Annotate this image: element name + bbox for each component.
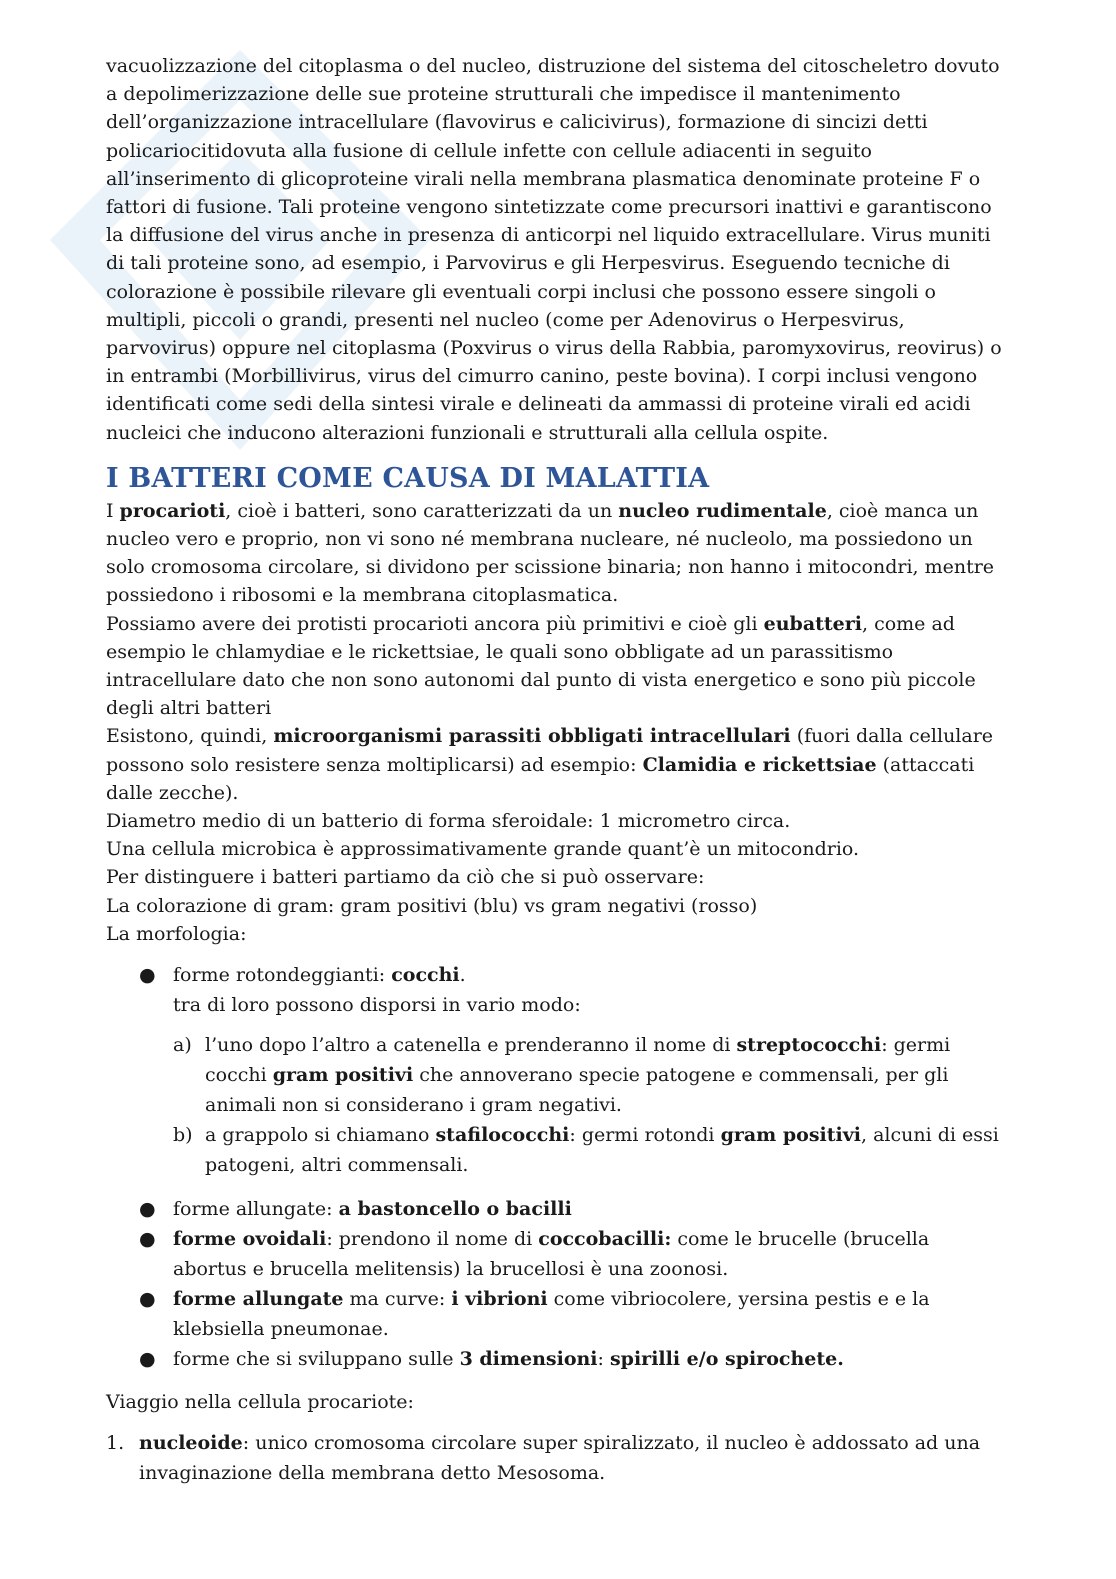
- text-line: Una cellula microbica è approssimativamente grande quant’è un mitocondrio.: [106, 838, 860, 861]
- section-heading: I BATTERI COME CAUSA DI MALATTIA: [106, 462, 710, 494]
- paragraph-parassiti: Esistono, quindi, microorganismi parassiti obbligati intracellulari (fuori dalla cellulare possono solo resistere senza moltiplicarsi) ad esempio: Clamidia e rickettsiae (attaccati dalle zecche).: [106, 725, 994, 804]
- viaggio-line: Viaggio nella cellula procariote:: [106, 1391, 414, 1414]
- document-page: [106, 52, 1006, 1488]
- sub-list: [173, 1030, 1006, 1180]
- text-line: Diametro medio di un batterio di forma sferoidale: 1 micrometro circa.: [106, 810, 791, 833]
- intro-paragraph: vacuolizzazione del citoplasma o del nucleo, distruzione del sistema del citoscheletro dovuto a depolimerizzazione delle sue proteine strutturali che impedisce il mantenimento dell’organizzazione intracellulare (flavovirus e calicivirus), formazione di sincizi detti policariocitidovuta alla fusione di cellule infette con cellule adiacenti in seguito all’inserimento di glicoproteine virali nella membrana plasmatica denominate proteine F o fattori di fusione. Tali proteine vengono sintetizzate come precursori inattivi e garantiscono la diffusione del virus anche in presenza di anticorpi nel liquido extracellulare. Virus muniti di tali proteine sono, ad esempio, i Parvovirus e gli Herpesvirus. Eseguendo tecniche di colorazione è possibile rilevare gli eventuali corpi inclusi che possono essere singoli o multipli, piccoli o grandi, presenti nel nucleo (come per Adenovirus o Herpesvirus, parvovirus) oppure nel citoplasma (Poxvirus o virus della Rabbia, paromyxovirus, reovirus) o in entrambi (Morbillivirus, virus del cimurro canino, peste bovina). I corpi inclusi vengono identificati come sedi della sintesi virale e delineati da ammassi di proteine virali ed acidi nucleici che inducono alterazioni funzionali e strutturali alla cellula ospite.: [106, 55, 1002, 444]
- sub-list-item: a) l’uno dopo l’altro a catenella e prenderanno il nome di streptococchi: germi cocchi gram positivi che annoverano specie patogene e commensali, per gli animali non si considerano i gram negativi.: [173, 1034, 951, 1117]
- bullet-icon: ●: [139, 964, 156, 987]
- sub-list-item: b) a grappolo si chiamano stafilococchi: germi rotondi gram positivi, alcuni di essi patogeni, altri commensali.: [173, 1124, 999, 1177]
- text-line: Per distinguere i batteri partiamo da ciò che si può osservare:: [106, 866, 705, 889]
- numbered-list: [106, 1428, 1006, 1488]
- bullet-icon: ●: [139, 1198, 156, 1221]
- bullet-icon: ●: [139, 1288, 156, 1311]
- list-item: ● forme allungate ma curve: i vibrioni come vibriocolere, yersina pestis e e la klebsiella pneumonae.: [106, 1284, 1006, 1344]
- bullet-icon: ●: [139, 1228, 156, 1251]
- list-item: ● forme che si sviluppano sulle 3 dimensioni: spirilli e/o spirochete.: [106, 1344, 1006, 1374]
- list-item: ● forme allungate: a bastoncello o bacilli: [106, 1194, 1006, 1224]
- morphology-list: [106, 960, 1006, 1374]
- list-item: 1. nucleoide: unico cromosoma circolare super spiralizzato, il nucleo è addossato ad una invaginazione della membrana detto Mesosoma.: [106, 1432, 981, 1485]
- list-item: ● forme rotondeggianti: cocchi. tra di loro possono disporsi in vario modo: a) l’uno dopo l’altro a catenella e prenderanno il nome di streptococchi: germi cocchi gram positivi che annoverano specie patogene e commensali, per gli animali non si considerano i gram negativi. b) a grappolo si chiamano stafilococchi: germi rotondi gram positivi, alcuni di essi patogeni, altri commensali.: [106, 960, 1006, 1194]
- list-item: ● forme ovoidali: prendono il nome di coccobacilli: come le brucelle (brucella abortus e brucella melitensis) la brucellosi è una zoonosi.: [106, 1224, 1006, 1284]
- paragraph-eubatteri: Possiamo avere dei protisti procarioti ancora più primitivi e cioè gli eubatteri, come ad esempio le chlamydiae e le rickettsiae, le quali sono obbligate ad un parassitismo intracellulare dato che non sono autonomi dal punto di vista energetico e sono più piccole degli altri batteri: [106, 612, 976, 720]
- text-line: La morfologia:: [106, 922, 247, 945]
- text-line: La colorazione di gram: gram positivi (blu) vs gram negativi (rosso): [106, 894, 758, 917]
- paragraph-procarioti: I procarioti, cioè i batteri, sono caratterizzati da un nucleo rudimentale, cioè manca un nucleo vero e proprio, non vi sono né membrana nucleare, né nucleolo, ma possiedono un solo cromosoma circolare, si dividono per scissione binaria; non hanno i mitocondri, mentre possiedono i ribosomi e la membrana citoplasmatica.: [106, 499, 995, 607]
- bullet-icon: ●: [139, 1348, 156, 1371]
